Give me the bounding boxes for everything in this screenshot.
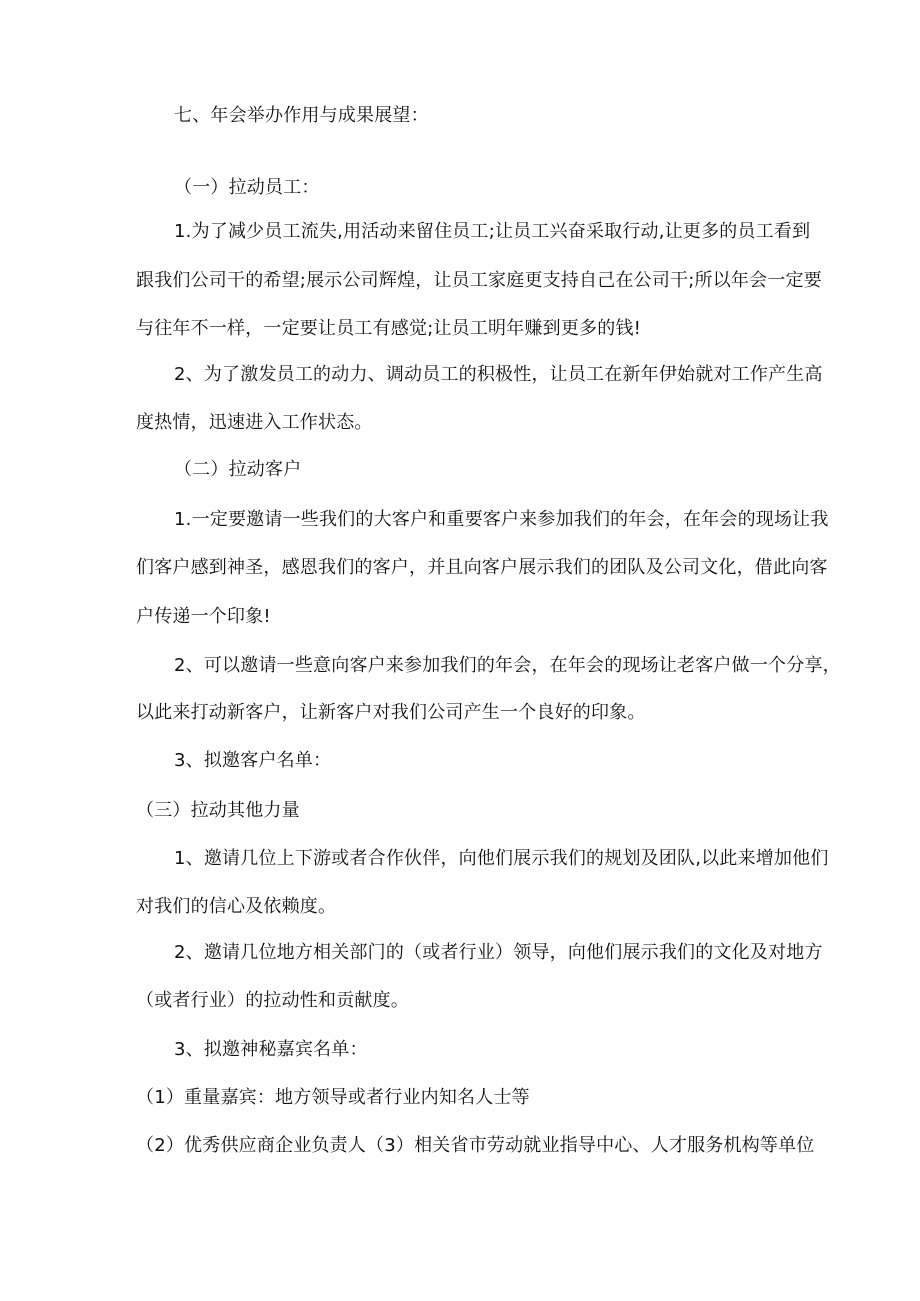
employees-item2-line2: 度热情，迅速进入工作状态。 <box>136 412 373 433</box>
others-item3: 3、拟邀神秘嘉宾名单： <box>174 1039 368 1060</box>
customers-item2-line1: 2、可以邀请一些意向客户来参加我们的年会，在年会的现场让老客户做一个分享， <box>174 655 841 676</box>
employees-item2-line1: 2、为了激发员工的动力、调动员工的积极性，让员工在新年伊始就对工作产生高 <box>174 364 823 385</box>
employees-item1-line3: 与往年不一样，一定要让员工有感觉;让员工明年赚到更多的钱! <box>136 318 642 339</box>
customers-item1-line3: 户传递一个印象! <box>136 606 271 627</box>
guest-list-item1: （1）重量嘉宾：地方领导或者行业内知名人士等 <box>136 1087 530 1108</box>
heading-pull-employees: （一）拉动员工： <box>174 177 320 198</box>
customers-item1-line2: 们客户感到神圣，感恩我们的客户，并且向客户展示我们的团队及公司文化，借此向客 <box>136 557 828 578</box>
others-item2-line2: （或者行业）的拉动性和贡献度。 <box>136 990 409 1011</box>
others-item1-line2: 对我们的信心及依赖度。 <box>136 896 337 917</box>
customers-item2-line2: 以此来打动新客户，让新客户对我们公司产生一个良好的印象。 <box>136 702 646 723</box>
customers-item3: 3、拟邀客户名单： <box>174 750 332 771</box>
guest-list-item2: （2）优秀供应商企业负责人（3）相关省市劳动就业指导中心、人才服务机构等单位 <box>136 1135 815 1156</box>
employees-item1-line2: 跟我们公司干的希望;展示公司辉煌，让员工家庭更支持自己在公司干;所以年会一定要 <box>136 270 822 291</box>
heading-pull-customers: （二）拉动客户 <box>174 459 302 480</box>
employees-item1-line1: 1.为了减少员工流失,用活动来留住员工;让员工兴奋采取行动,让更多的员工看到 <box>174 221 811 242</box>
customers-item1-line1: 1.一定要邀请一些我们的大客户和重要客户来参加我们的年会，在年会的现场让我 <box>174 509 829 530</box>
others-item1-line1: 1、邀请几位上下游或者合作伙伴，向他们展示我们的规划及团队,以此来增加他们 <box>174 848 829 869</box>
others-item2-line1: 2、邀请几位地方相关部门的（或者行业）领导，向他们展示我们的文化及对地方 <box>174 942 823 963</box>
heading-pull-other-forces: （三）拉动其他力量 <box>136 800 300 821</box>
section-title: 七、年会举办作用与成果展望： <box>174 105 429 126</box>
